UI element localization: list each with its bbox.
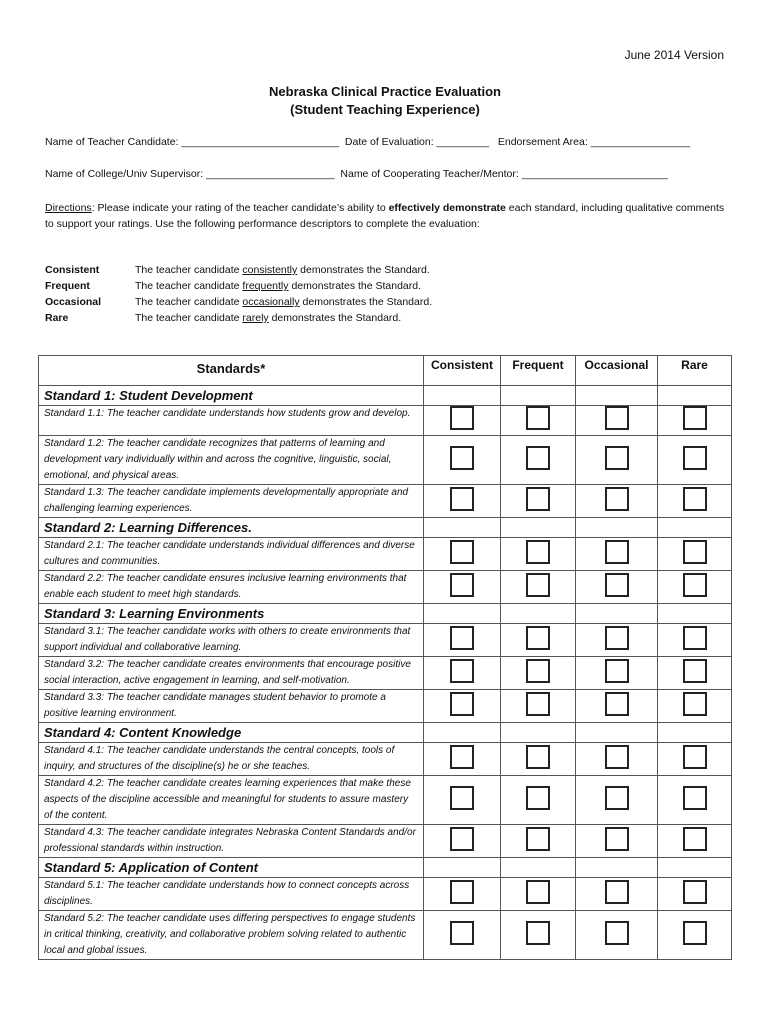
rare-checkbox[interactable] [683,487,707,511]
consistent-checkbox[interactable] [450,487,474,511]
descriptor-row [45,310,432,326]
consistent-checkbox[interactable] [450,880,474,904]
descriptor-text: The teacher candidate [135,312,243,324]
consistent-checkbox[interactable] [450,827,474,851]
occasional-checkbox[interactable] [605,745,629,769]
descriptor-text-end: demonstrates the Standard. [297,264,430,276]
form-title: Nebraska Clinical Practice Evaluation [269,84,501,99]
frequent-checkbox[interactable] [526,827,550,851]
rare-checkbox[interactable] [683,745,707,769]
section-row [39,386,732,406]
standard-text: Standard 5.1: The teacher candidate understands how to connect concepts across disciplines. [39,878,424,911]
header-rare: Rare [658,356,732,386]
section-row [39,604,732,624]
rare-checkbox[interactable] [683,626,707,650]
section-row [39,723,732,743]
section-title: Standard 3: Learning Environments [39,604,424,624]
table-row [39,825,732,858]
consistent-checkbox[interactable] [450,786,474,810]
descriptor-term: Frequent [45,280,90,292]
version-label: June 2014 Version [624,48,724,62]
frequent-checkbox[interactable] [526,487,550,511]
rare-checkbox[interactable] [683,827,707,851]
form-subtitle: (Student Teaching Experience) [290,102,480,117]
standard-text: Standard 3.2: The teacher candidate creates environments that encourage positive social interaction, active engagement in learning, and self-motivation. [39,657,424,690]
frequent-checkbox[interactable] [526,921,550,945]
standard-text: Standard 1.2: The teacher candidate recognizes that patterns of learning and development vary individually within and across the cognitive, linguistic, social, emotional, and physical areas. [39,436,424,485]
consistent-checkbox[interactable] [450,921,474,945]
descriptor-text-end: demonstrates the Standard. [299,296,433,308]
consistent-checkbox[interactable] [450,573,474,597]
occasional-checkbox[interactable] [605,659,629,683]
descriptor-key: rarely [242,312,269,324]
occasional-checkbox[interactable] [605,692,629,716]
standard-text: Standard 2.2: The teacher candidate ensures inclusive learning environments that enable each student to meet high standards. [39,571,424,604]
descriptor-text: The teacher candidate [135,280,243,292]
section-title: Standard 2: Learning Differences. [39,518,424,538]
descriptor-text: The teacher candidate [135,264,243,276]
consistent-checkbox[interactable] [450,446,474,470]
table-header-row [39,356,732,386]
section-row [39,518,732,538]
table-row [39,485,732,518]
directions-text-2: each standard, including qualitative comments to support your ratings. Use the following performance descriptors to complete the evaluation: [45,202,725,230]
frequent-checkbox[interactable] [526,446,550,470]
table-row [39,538,732,571]
standard-text: Standard 1.3: The teacher candidate implements developmentally appropriate and challenging learning experiences. [39,485,424,518]
table-row [39,436,732,485]
frequent-checkbox[interactable] [526,573,550,597]
directions-emphasis: effectively demonstrate [388,202,506,214]
occasional-checkbox[interactable] [605,487,629,511]
section-title: Standard 1: Student Development [39,386,424,406]
section-title: Standard 4: Content Knowledge [39,723,424,743]
standard-text: Standard 4.2: The teacher candidate creates learning experiences that make these aspects of the discipline accessible and meaningful for students to assure mastery of the content. [39,776,424,825]
occasional-checkbox[interactable] [605,626,629,650]
occasional-checkbox[interactable] [605,921,629,945]
standard-text: Standard 3.1: The teacher candidate works with others to create environments that support individual and collaborative learning. [39,624,424,657]
endorsement-area-field[interactable]: Endorsement Area: _________________ [497,136,690,148]
occasional-checkbox[interactable] [605,786,629,810]
directions-text-1: : Please indicate your rating of the teacher candidate’s ability to [91,202,389,214]
descriptor-key: frequently [242,280,289,292]
consistent-checkbox[interactable] [450,540,474,564]
section-row [39,858,732,878]
occasional-checkbox[interactable] [605,880,629,904]
rare-checkbox[interactable] [683,880,707,904]
rare-checkbox[interactable] [683,446,707,470]
descriptor-text: The teacher candidate [135,296,243,308]
table-row [39,911,732,960]
rare-checkbox[interactable] [683,659,707,683]
descriptor-term: Rare [45,312,69,324]
frequent-checkbox[interactable] [526,540,550,564]
rare-checkbox[interactable] [683,921,707,945]
frequent-checkbox[interactable] [526,692,550,716]
occasional-checkbox[interactable] [605,573,629,597]
consistent-checkbox[interactable] [450,692,474,716]
evaluation-table [38,355,732,960]
rare-checkbox[interactable] [683,786,707,810]
standard-text: Standard 4.1: The teacher candidate understands the central concepts, tools of inquiry, and structures of the discipline(s) he or she teaches. [39,743,424,776]
standard-text: Standard 2.1: The teacher candidate understands individual differences and diverse cultures and communities. [39,538,424,571]
standard-text: Standard 4.3: The teacher candidate integrates Nebraska Content Standards and/or professional standards within instruction. [39,825,424,858]
consistent-checkbox[interactable] [450,406,474,430]
frequent-checkbox[interactable] [526,626,550,650]
descriptor-row [45,294,432,310]
directions-label: Directions [45,202,92,214]
header-standards: Standards* [39,356,424,386]
section-title: Standard 5: Application of Content [39,858,424,878]
rare-checkbox[interactable] [683,540,707,564]
table-row [39,743,732,776]
descriptor-key: occasionally [242,296,300,308]
supervisor-field[interactable]: Name of College/Univ Supervisor: ______________________ [45,168,335,180]
rare-checkbox[interactable] [683,573,707,597]
table-row [39,878,732,911]
descriptor-key: consistently [242,264,298,276]
frequent-checkbox[interactable] [526,786,550,810]
consistent-checkbox[interactable] [450,659,474,683]
descriptor-text-end: demonstrates the Standard. [268,312,402,324]
table-row [39,571,732,604]
date-of-evaluation-field[interactable]: Date of Evaluation: _________ [344,136,490,148]
directions [45,200,735,232]
info-row-1 [45,136,690,148]
consistent-checkbox[interactable] [450,626,474,650]
frequent-checkbox[interactable] [526,880,550,904]
descriptor-row [45,278,432,294]
occasional-checkbox[interactable] [605,540,629,564]
teacher-candidate-field[interactable]: Name of Teacher Candidate: ___________________________ [45,136,340,148]
table-row [39,624,732,657]
standard-text: Standard 5.2: The teacher candidate uses differing perspectives to engage students in critical thinking, creativity, and collaborative problem solving related to authentic local and global issues. [39,911,424,960]
table-row [39,776,732,825]
occasional-checkbox[interactable] [605,446,629,470]
descriptor-row [45,262,432,278]
occasional-checkbox[interactable] [605,827,629,851]
standard-text: Standard 3.3: The teacher candidate manages student behavior to promote a positive learning environment. [39,690,424,723]
header-consistent: Consistent [424,356,501,386]
descriptor-list [45,262,432,326]
frequent-checkbox[interactable] [526,406,550,430]
frequent-checkbox[interactable] [526,745,550,769]
table-row [39,406,732,436]
standard-text: Standard 1.1: The teacher candidate understands how students grow and develop. [39,406,424,436]
occasional-checkbox[interactable] [605,406,629,430]
table-row [39,657,732,690]
info-row-2 [45,168,668,180]
consistent-checkbox[interactable] [450,745,474,769]
rare-checkbox[interactable] [683,406,707,430]
table-row [39,690,732,723]
descriptor-term: Consistent [45,264,100,276]
frequent-checkbox[interactable] [526,659,550,683]
descriptor-term: Occasional [45,296,102,308]
descriptor-text-end: demonstrates the Standard. [288,280,422,292]
header-occasional: Occasional [576,356,658,386]
header-frequent: Frequent [501,356,576,386]
mentor-field[interactable]: Name of Cooperating Teacher/Mentor: _________________________ [340,168,668,180]
rare-checkbox[interactable] [683,692,707,716]
